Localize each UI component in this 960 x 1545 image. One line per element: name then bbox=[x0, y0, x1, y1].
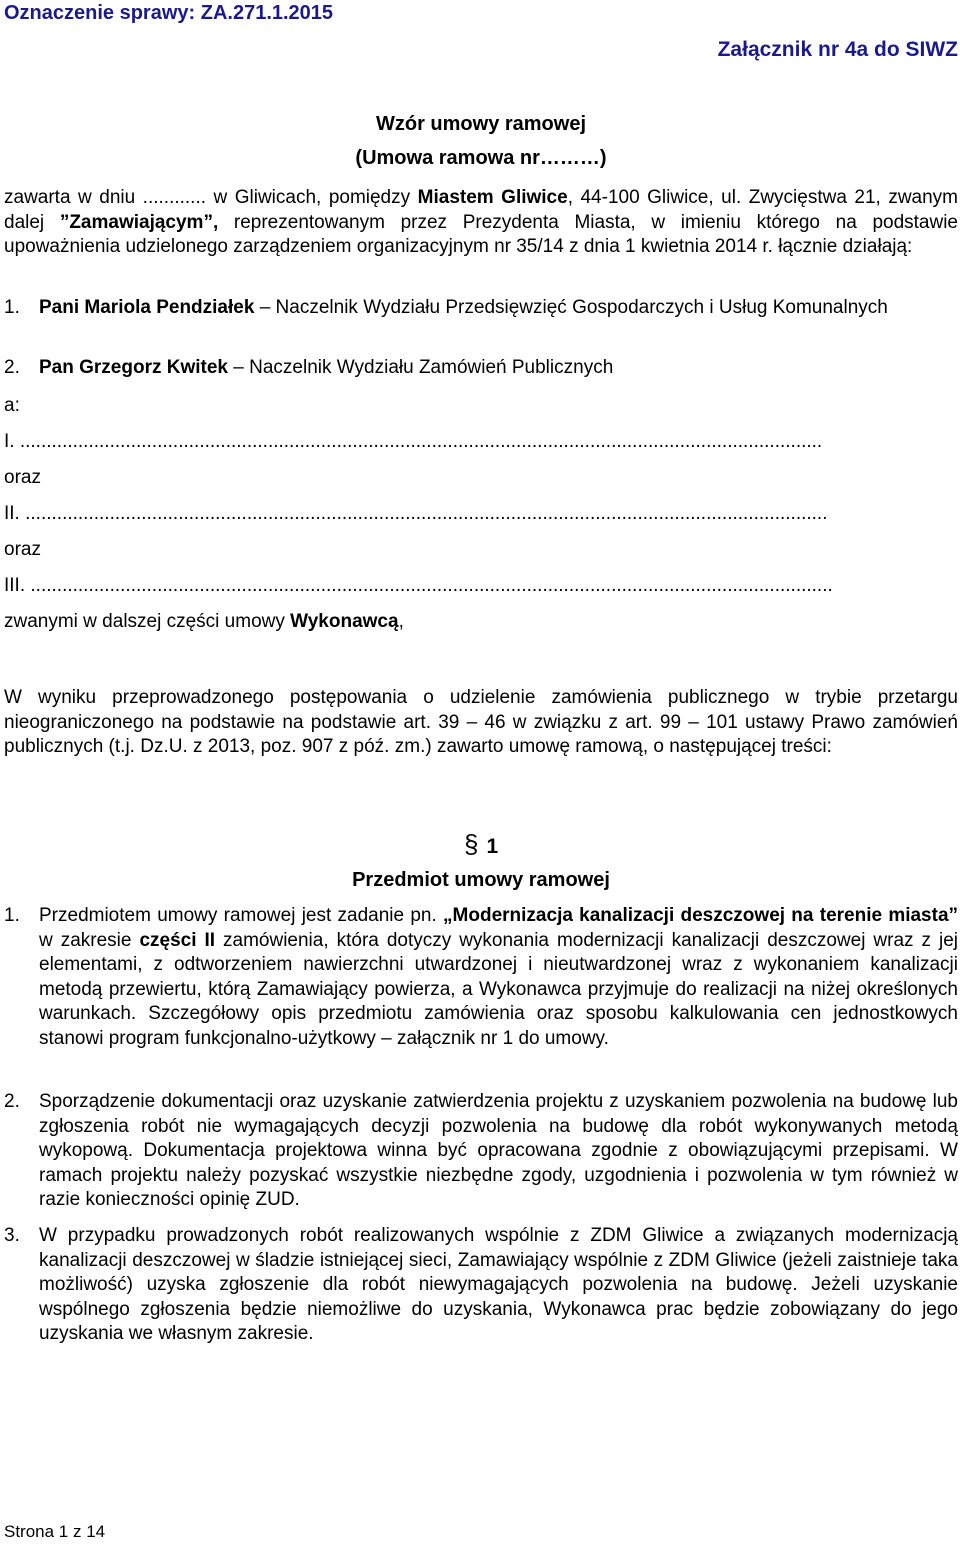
page-footer: Strona 1 z 14 bbox=[4, 1522, 106, 1541]
contractor-suffix: zwanymi w dalszej części umowy Wykonawcą, bbox=[4, 611, 404, 632]
contractor-line-3: III. ........................................................................................................................................................ bbox=[4, 575, 833, 596]
clause-2: 2. Sporządzenie dokumentacji oraz uzyskanie zatwierdzenia projektu z uzyskaniem pozwolenia na budowę lub zgłoszenia robót nie wymagających decyzji pozwolenia na budowę dla robót wykonywanych metodą wykopową. Dokumentacja projektowa winna być opracowana zgodnie z obowiązującymi przepisami. W ramach projektu należy pozyskać wszystkie niezbędne zgody, uzgodnienia i pozwolenia w tym również w razie konieczności opinię ZUD. bbox=[4, 1091, 958, 1210]
representative-name: Pan Grzegorz Kwitek bbox=[39, 357, 228, 378]
contractor-line-2: II. ........................................................................................................................................................ bbox=[4, 503, 828, 524]
contractor-separator: oraz bbox=[4, 467, 41, 488]
contractor-line-1: I. ........................................................................................................................................................ bbox=[4, 431, 823, 452]
representative-role: – Naczelnik Wydziału Przedsięwzięć Gospodarczych i Usług Komunalnych bbox=[254, 297, 888, 318]
document-subtitle: (Umowa ramowa nr………) bbox=[355, 147, 607, 169]
party-role: ”Zamawiającym”, bbox=[59, 211, 219, 233]
party-city: Miastem Gliwice bbox=[417, 187, 568, 208]
contractor-separator: oraz bbox=[4, 539, 41, 560]
project-part: części II bbox=[139, 929, 216, 951]
section-number: 1 bbox=[486, 835, 499, 858]
intro-paragraph: zawarta w dniu ............ w Gliwicach, pomiędzy Miastem Gliwice, 44-100 Gliwice, ul. Zwycięstwa 21, zwanym dalej ”Zamawiającym”, reprezentowanym przez Prezydenta Miasta, w imieniu którego na podstawie upoważnienia udzielonego zarządzeniem organizacyjnym nr 35/14 z dnia 1 kwietnia 2014 r. łącznie działają: bbox=[4, 187, 958, 257]
representative-name: Pani Mariola Pendziałek bbox=[39, 297, 255, 318]
representative-role: – Naczelnik Wydziału Zamówień Publicznych bbox=[228, 357, 614, 378]
representative-2: 2. Pan Grzegorz Kwitek – Naczelnik Wydziału Zamówień Publicznych bbox=[4, 357, 614, 378]
section-symbol: § bbox=[464, 829, 479, 859]
section-title: Przedmiot umowy ramowej bbox=[352, 869, 610, 891]
clause-3: 3. W przypadku prowadzonych robót realizowanych wspólnie z ZDM Gliwice a związanych modernizacją kanalizacji deszczowej w śladzie istniejącej sieci, Zamawiający wspólnie z ZDM Gliwice (jeżeli zaistnieje taka możliwość) uzyska zgłoszenie dla robót niewymagających pozwolenia na budowę. Jeżeli uzyskanie wspólnego zgłoszenia będzie niemożliwe do uzyskania, Wykonawca prac będzie zobowiązany do jego uzyskania we własnym zakresie. bbox=[4, 1225, 958, 1344]
representative-1: 1. Pani Mariola Pendziałek – Naczelnik Wydziału Przedsięwzięć Gospodarczych i Usług Komunalnych bbox=[4, 297, 888, 318]
clause-1: 1. Przedmiotem umowy ramowej jest zadanie pn. „Modernizacja kanalizacji deszczowej na terenie miasta” w zakresie części II zamówienia, która dotyczy wykonania modernizacji kanalizacji deszczowej wraz z jej elementami, z odtworzeniem nawierzchni utwardzonej i nieutwardzonej wraz z wykonaniem kanalizacji metodą przewiertu, którą Zamawiający powierza, a Wykonawca przyjmuje do realizacji na niżej określonych warunkach. Szczegółowy opis przedmiotu zamówienia oraz sposobu kalkulowania cen jednostkowych stanowi program funkcjonalno-użytkowy – załącznik nr 1 do umowy. bbox=[4, 905, 959, 1049]
a-label: a: bbox=[4, 395, 20, 416]
section-heading bbox=[464, 829, 499, 860]
document-title: Wzór umowy ramowej bbox=[375, 113, 587, 135]
project-name: „Modernizacja kanalizacji deszczowej na terenie miasta” bbox=[443, 905, 959, 926]
preamble-paragraph: W wyniku przeprowadzonego postępowania o udzielenie zamówienia publicznego w trybie przetargu nieograniczonego na podstawie na podstawie art. 39 – 46 w związku z art. 99 – 101 ustawy Prawo zamówień publicznych (t.j. Dz.U. z 2013, poz. 907 z póź. zm.) zawarto umowę ramową, o następującej treści: bbox=[4, 687, 958, 757]
case-reference: Oznaczenie sprawy: ZA.271.1.2015 bbox=[4, 2, 334, 24]
attachment-label: Załącznik nr 4a do SIWZ bbox=[717, 38, 958, 61]
